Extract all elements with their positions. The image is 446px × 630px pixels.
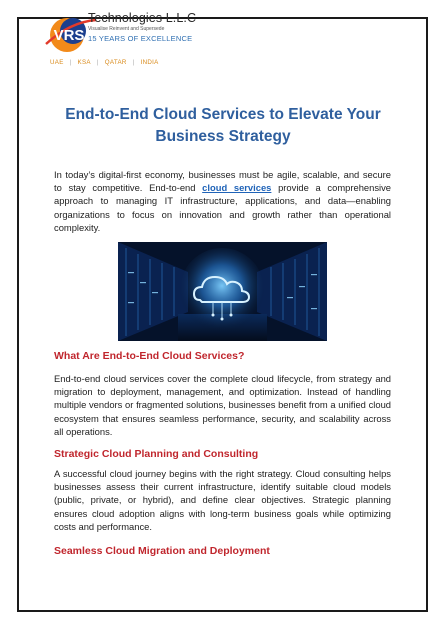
logo-years: 15 YEARS OF EXCELLENCE xyxy=(88,34,193,43)
company-logo xyxy=(40,8,240,78)
section-heading-what-are: What Are End-to-End Cloud Services? xyxy=(54,350,245,362)
title-line-1: End-to-End Cloud Services to Elevate Your xyxy=(65,106,381,123)
intro-text-end: provide a comprehensive approach to managing IT infrastructure, applications, and data—enabling organizations to focus on innovation and growth rather than operational complexity. xyxy=(54,182,392,233)
region-qatar: QATAR xyxy=(104,59,127,66)
region-india: INDIA xyxy=(140,59,159,66)
section-heading-strategic-planning: Strategic Cloud Planning and Consulting xyxy=(54,448,259,460)
document-title xyxy=(30,104,416,148)
region-uae: UAE xyxy=(50,59,64,66)
title-line-2: Business Strategy xyxy=(155,128,291,145)
intro-text-start: In today’s digital-first economy, businesses must be agile, scalable, and secure to stay competitive. End-to-end xyxy=(54,169,391,194)
cloud-hero-icon xyxy=(118,242,327,341)
logo-company-name: Technologies L.L.C xyxy=(88,11,197,25)
cloud-services-link[interactable]: cloud services xyxy=(202,182,272,194)
section-body-what-are: End-to-end cloud services cover the complete cloud lifecycle, from strategy and migration to deployment, management, and optimization. Instead of handling multiple vendors or fragmented solutions, businesses benefit from a unified cloud ecosystem that ensures seamless performance, security, and scalability across all operations. xyxy=(54,373,391,437)
logo-regions: UAE | KSA | QATAR | INDIA xyxy=(50,59,159,66)
section-body-strategic-planning: A successful cloud journey begins with the right strategy. Cloud consulting helps businesses assess their current infrastructure, identify suitable cloud models (public, private, or hybrid), and define clear objectives. Strategic planning ensures cloud adoption aligns with long-term business goals while optimizing costs and performance. xyxy=(54,468,391,532)
logo-tagline: Visualise Reinvent and Supersede xyxy=(88,26,165,32)
region-ksa: KSA xyxy=(77,59,91,66)
intro-paragraph xyxy=(54,168,391,234)
section-heading-migration: Seamless Cloud Migration and Deployment xyxy=(54,545,270,557)
logo-mark-letters: VRS xyxy=(53,27,85,44)
cloud-datacenter-image xyxy=(118,242,327,341)
